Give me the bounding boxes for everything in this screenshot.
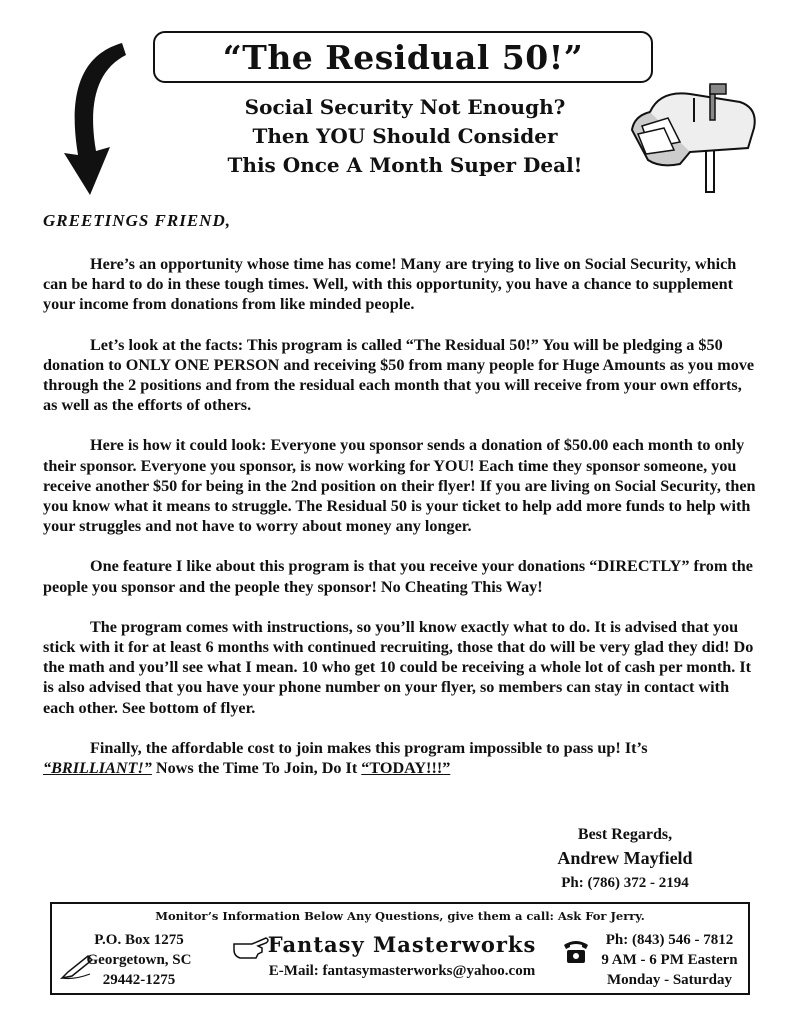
subtitle [150, 93, 660, 180]
today-emphasis: “TODAY!!!” [361, 759, 451, 778]
signer-name: Andrew Mayfield [557, 848, 693, 868]
curved-arrow-icon [60, 35, 130, 200]
paragraph-text: Finally, the affordable cost to join makes this program impossible to pass up! It’s [90, 738, 648, 757]
brand-name: Fantasy Masterworks [267, 932, 537, 957]
subtitle-line: Social Security Not Enough? [244, 95, 566, 119]
address-line: 29442-1275 [102, 972, 176, 988]
paragraph: Here is how it could look: Everyone you sponsor sends a donation of $50.00 each month to only their sponsor. Everyone you sponsor, is now working for YOU! Each time they sponsor someone, you receive another $50 for being in the 2nd position on their flyer! If you are living on Social Security, then you know what it means to struggle. The Residual 50 is your ticket to help add more funds to help with your struggles and not have to worry about money any longer. [43, 436, 756, 536]
letter-body [43, 254, 757, 798]
subtitle-line: This Once A Month Super Deal! [227, 153, 583, 177]
signature [540, 826, 710, 892]
telephone-icon [562, 937, 590, 965]
paragraph: Here’s an opportunity whose time has come! Many are trying to live on Social Security, which can be hard to do in these tough times. Well, with this opportunity, you have a chance to supplement your income from donations from like minded people. [43, 255, 737, 314]
monitor-heading: Monitor’s Information Below Any Questions, give them a call: Ask For Jerry. [155, 909, 645, 923]
closing: Best Regards, [577, 826, 673, 843]
brand-block [237, 932, 567, 980]
paragraph: The program comes with instructions, so you’ll know exactly what to do. It is advised that you stick with it for at least 6 months with continued recruiting, those that do will be very glad they did! Do the math and you’ll see what I mean. 10 who get 10 could be receiving a whole lot of cash per month. It is also advised that you have your phone number on your flyer, so members can stay in contact with each other. See bottom of flyer. [43, 617, 754, 717]
greeting: GREETINGS FRIEND, [43, 211, 231, 230]
address-line: P.O. Box 1275 [94, 932, 184, 948]
paragraph: One feature I like about this program is that you receive your donations “DIRECTLY” from the people you sponsor and the people they sponsor! No Cheating This Way! [43, 557, 753, 596]
address [64, 930, 214, 990]
title-box [153, 31, 653, 83]
contact-line: 9 AM - 6 PM Eastern [601, 952, 738, 968]
contact-line: Monday - Saturday [606, 972, 733, 988]
paragraph-text: Nows the Time To Join, Do It [151, 759, 362, 778]
contact [592, 930, 747, 990]
subtitle-line: Then YOU Should Consider [252, 124, 558, 148]
address-line: Georgetown, SC [86, 952, 192, 968]
monitor-info-box [50, 902, 750, 995]
paragraph [43, 738, 757, 778]
mailbox-icon [620, 82, 760, 194]
brand-email: E-Mail: fantasymasterworks@yahoo.com [268, 963, 536, 979]
signer-phone: Ph: (786) 372 - 2194 [561, 875, 689, 891]
contact-line: Ph: (843) 546 - 7812 [605, 932, 734, 948]
paragraph: Let’s look at the facts: This program is called “The Residual 50!” You will be pledging a $50 donation to ONLY ONE PERSON and receiving $50 from many people for Huge Amounts as you move through the 2 positions and from the residual each month that you will receive from your own efforts, as well as the efforts of others. [43, 335, 755, 415]
brilliant-emphasis: “BRILLIANT!” [43, 759, 152, 778]
page-title: “The Residual 50!” [222, 37, 584, 77]
